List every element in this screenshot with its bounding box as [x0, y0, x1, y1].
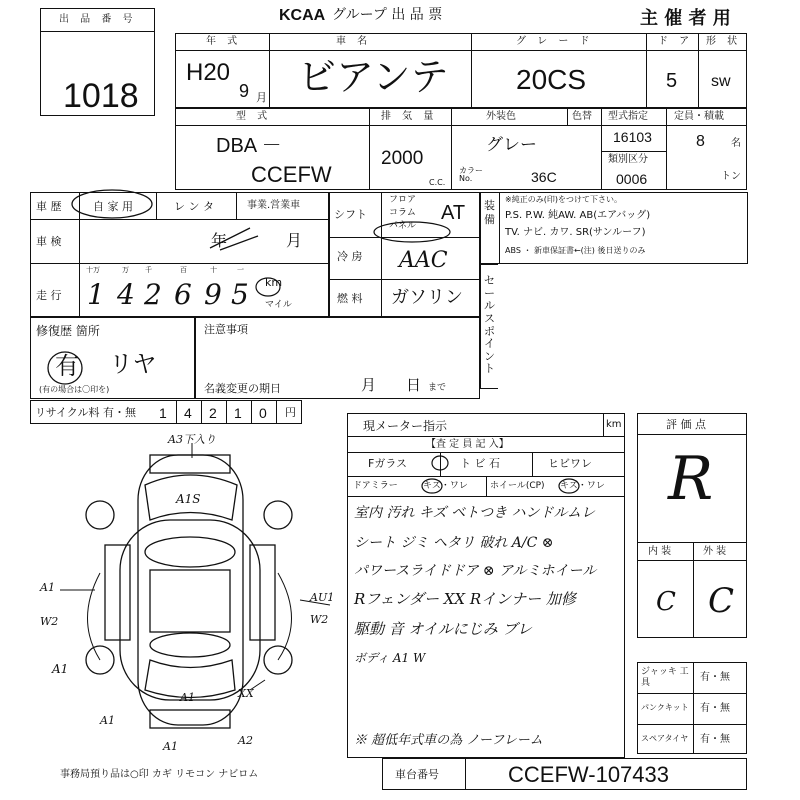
meter-unit: km: [606, 419, 622, 430]
repair-detail: リヤ: [109, 350, 157, 378]
chassis-value: CCEFW-107433: [508, 762, 669, 787]
digit-2: 2: [144, 278, 162, 311]
accessory-value-1: 有・無: [700, 703, 730, 714]
door-value: 5: [666, 70, 678, 92]
shift-label: シフト: [334, 208, 367, 221]
sales-point-label: セールスポイント: [484, 274, 495, 376]
capacity-unit: 名: [731, 138, 741, 149]
equip-label: 装備: [484, 199, 495, 227]
digit-4: 9: [204, 278, 222, 311]
km-unit: km: [265, 276, 283, 289]
equip-line-2: TV. ナビ. カワ. SR(サンルーフ): [505, 227, 646, 238]
damage-mark-9: A1: [100, 714, 115, 727]
damage-mark-10: A2: [238, 734, 253, 747]
recycle-label: リサイクル料 有・無: [35, 406, 136, 419]
comment-2: パワースライドドア ⊗ アルミホイール: [354, 563, 597, 579]
digit-3: 6: [174, 278, 192, 311]
deadline-day: 日: [406, 376, 422, 394]
shift-floor: フロア: [389, 195, 417, 205]
inspection-month: 月: [286, 231, 303, 250]
year-era: H20: [186, 59, 231, 86]
wheel-options: キズ・ワレ: [560, 481, 605, 491]
chassis-label: 車台番号: [395, 768, 439, 781]
history-own[interactable]: 自 家 用: [93, 200, 133, 213]
unit-3: 百: [180, 266, 187, 274]
recycle-digit-3: 1: [234, 405, 242, 421]
accessory-label-0: ジャッキ 工 具: [641, 667, 689, 688]
mileage-label: 走 行: [36, 289, 62, 302]
shift-value: AT: [441, 202, 466, 224]
inspection-year: 年: [211, 231, 228, 250]
color-value: グレー: [486, 135, 537, 155]
unit-1: 万: [122, 266, 129, 274]
unit-4: 十: [210, 266, 217, 274]
meter-label: 現メーター指示: [363, 419, 448, 433]
damage-mark-7: A1: [180, 691, 195, 704]
month-unit: 月: [256, 91, 267, 104]
name-label: 車 名: [336, 36, 372, 47]
inspection-label: 車 検: [36, 235, 62, 248]
repair-note: (有の場合は〇印を): [39, 385, 110, 394]
year-month: 9: [239, 81, 250, 101]
capacity-value: 8: [696, 133, 705, 150]
shift-panel: パネル: [389, 221, 417, 231]
comment-5: ボディ A1 W: [354, 651, 426, 665]
lot-number: 1018: [63, 77, 139, 115]
mirror-options: キズ・ワレ: [423, 481, 468, 491]
equip-line-1: P.S. P.W. 純AW. AB(エアバッグ): [505, 210, 651, 221]
grade-value: 20CS: [516, 64, 587, 95]
brand-logo: KCAA: [279, 7, 326, 24]
deadline-month: 月: [361, 376, 377, 394]
digit-1: 4: [117, 278, 135, 311]
type-spec-label: 型式指定: [608, 111, 648, 122]
comment-3: Rフェンダー XX Rインナー 加修: [354, 590, 576, 608]
displacement-value: 2000: [381, 148, 424, 169]
damage-mark-3: W2: [40, 615, 59, 628]
interior-score: C: [656, 587, 676, 617]
comment-0: 室内 汚れ キズ ベトつき ハンドルムレ: [354, 505, 595, 521]
unit-0: 十万: [86, 266, 100, 274]
unit-5: 一: [237, 266, 244, 274]
digit-0: 1: [87, 278, 105, 311]
ac-label: 冷 房: [337, 250, 363, 263]
sheet-title: グループ 出 品 票: [332, 7, 443, 23]
damage-mark-1: A1S: [176, 492, 201, 506]
chassis-block: [382, 758, 747, 790]
door-label: ド ア: [658, 36, 694, 47]
damage-mark-2: A1: [40, 581, 55, 594]
recycle-unit: 円: [285, 406, 296, 419]
recycle-digit-4: 0: [259, 405, 267, 421]
color-code-value: 36C: [531, 169, 557, 185]
accessories-block: [637, 662, 747, 754]
damage-mark-4: A1: [52, 662, 69, 676]
repair-label: 修復歴 箇所: [36, 324, 100, 338]
glass-crack: ヒビワレ: [548, 457, 592, 470]
deadline-suffix: まで: [428, 383, 447, 393]
shift-column: コラム: [389, 208, 416, 218]
damage-mark-8: XX: [238, 687, 254, 700]
history-rental[interactable]: レ ン タ: [174, 200, 214, 213]
load-unit: トン: [721, 171, 741, 182]
grade-block: [637, 413, 747, 638]
inspector-section: 【査 定 員 記 入】: [426, 439, 509, 450]
recycle-digit-0: 1: [159, 405, 167, 421]
capacity-label: 定員・積載: [674, 111, 724, 122]
glass-label: Fガラス: [368, 457, 407, 470]
accessory-label-1: パンクキット: [641, 703, 689, 712]
type-spec-value: 16103: [613, 129, 652, 145]
wheel-label: ホイール(CP): [490, 481, 545, 491]
accessory-value-2: 有・無: [700, 734, 730, 745]
deadline-label: 名義変更の期日: [204, 382, 281, 395]
accessory-value-0: 有・無: [700, 672, 730, 683]
mirror-label: ドアミラー: [353, 481, 398, 491]
organizer-label: 主 催 者 用: [640, 8, 731, 29]
inspector-footer: ※ 超低年式車の為 ノーフレーム: [354, 733, 543, 748]
history-label: 車 歴: [36, 200, 62, 213]
repair-value: 有: [55, 352, 79, 380]
office-items: 事務局預り品は○印 カギ リモコン ナビロム: [60, 769, 259, 780]
comment-1: シート ジミ ヘタリ 破れ A/C ⊗: [354, 535, 554, 551]
recycle-digit-1: 4: [184, 405, 192, 421]
damage-mark-6: W2: [310, 613, 329, 626]
ext-color-label: 外装色: [486, 111, 516, 122]
unit-2: 千: [145, 266, 152, 274]
class-label: 類別区分: [608, 154, 648, 165]
car-name: ビアンテ: [298, 55, 449, 99]
recycle-digit-2: 2: [209, 405, 217, 421]
model-value: CCEFW: [251, 162, 332, 187]
exterior-score: C: [708, 581, 735, 621]
color-change-label: 色替: [572, 111, 592, 122]
grade-score: R: [668, 444, 714, 514]
year-label: 年 式: [206, 36, 242, 47]
ac-value: AAC: [399, 248, 448, 273]
interior-label: 内 装: [648, 546, 672, 557]
mile-unit: マイル: [265, 300, 292, 310]
color-code-label: カラー No.: [459, 166, 483, 183]
class-value: 0006: [616, 171, 648, 187]
model-prefix: DBA －: [216, 135, 282, 157]
equip-line-3: ABS ・ 新車保証書←(注) 後日送りのみ: [505, 246, 646, 255]
damage-mark-5: AU1: [310, 591, 335, 604]
lot-number-label: 出 品 番 号: [59, 14, 137, 25]
notes-label: 注意事項: [204, 323, 248, 336]
fuel-value: ガソリン: [391, 287, 463, 308]
digit-5: 5: [231, 278, 249, 311]
shape-value: sw: [711, 73, 731, 90]
equip-note: ※純正のみ(印)をつけて下さい。: [505, 195, 622, 204]
cc-unit: C.C.: [429, 178, 446, 187]
comment-4: 駆動 音 オイルにじみ ブレ: [354, 620, 532, 638]
history-business[interactable]: 事業.営業車: [247, 200, 301, 211]
displacement-label: 排 気 量: [381, 111, 438, 122]
model-label: 型 式: [236, 111, 272, 122]
glass-mark: ト ビ 石: [460, 457, 500, 470]
shape-label: 形 状: [706, 36, 742, 47]
fuel-label: 燃 料: [337, 292, 363, 305]
damage-mark-0: A3下入り: [168, 433, 216, 446]
grade-score-label: 評 価 点: [666, 418, 706, 431]
grade-label: グ レ ー ド: [516, 36, 594, 47]
exterior-label: 外 装: [703, 546, 727, 557]
inspector-block: [347, 413, 625, 758]
damage-mark-11: A1: [163, 740, 178, 753]
accessory-label-2: スペアタイヤ: [641, 734, 689, 743]
